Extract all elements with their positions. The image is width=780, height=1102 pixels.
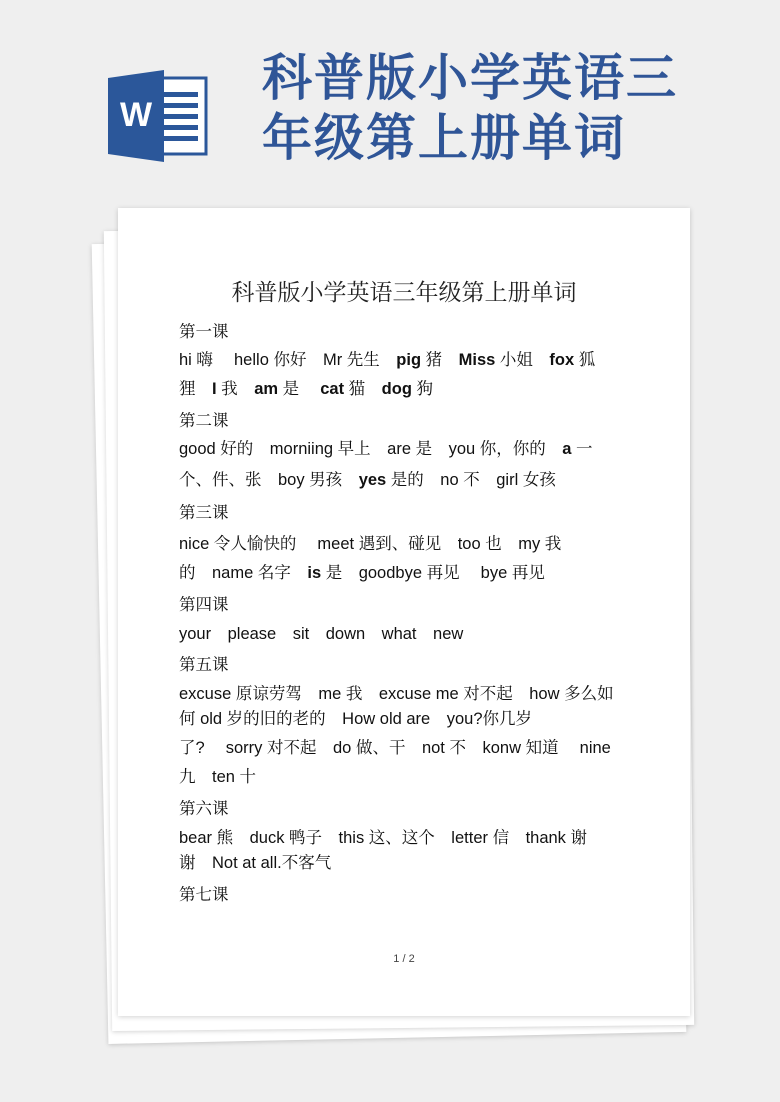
bold-word: dog (381, 380, 412, 398)
text-segment: 的 name 名字 (179, 564, 308, 582)
document-line (179, 734, 611, 758)
text-segment: good 好的 morniing 早上 are 是 you 你，你的 (179, 440, 563, 458)
text-segment: 第五课 (179, 656, 229, 674)
document-title: 科普版小学英语三年级第上册单词 (231, 280, 577, 306)
document-line (179, 375, 433, 399)
document-line (179, 705, 532, 729)
bold-word: is (307, 564, 322, 582)
document-line (179, 346, 595, 370)
document-line (179, 651, 229, 675)
text-segment: excuse 原谅劳驾 me 我 excuse me 对不起 how 多么如 (179, 685, 614, 703)
document-line (179, 824, 587, 848)
text-segment: 第二课 (179, 412, 229, 430)
bold-word: cat (320, 380, 345, 398)
bold-word: yes (358, 471, 387, 489)
bold-word: I (212, 380, 217, 398)
text-segment: 我 (216, 380, 255, 398)
document-line (179, 435, 593, 459)
document-line (179, 466, 556, 490)
document-line (179, 795, 229, 819)
document-line (179, 499, 229, 523)
text-segment: bear 熊 duck 鸭子 this 这、这个 letter 信 thank 谢 (179, 829, 588, 847)
text-segment: 狗 (411, 380, 434, 398)
text-segment: hi 嗨 hello 你好 Mr 先生 (179, 351, 397, 369)
text-segment: 个、件、张 boy 男孩 (179, 471, 359, 489)
text-segment: 一 (571, 440, 593, 458)
document-line (179, 559, 545, 583)
bold-word: a (562, 440, 572, 458)
text-segment: 第六课 (179, 800, 229, 818)
text-segment: 狐 (574, 351, 596, 369)
text-segment: 谢 Not at all.不客气 (179, 854, 332, 872)
bold-word: am (254, 380, 279, 398)
document-page (118, 208, 690, 1016)
document-line (179, 849, 331, 873)
bold-word: pig (396, 351, 422, 369)
text-segment: 第一课 (179, 323, 229, 341)
text-segment: 小姐 (495, 351, 550, 369)
bold-word: Miss (458, 351, 496, 369)
text-segment: nice 令人愉快的 meet 遇到、碰见 too 也 my 我 (179, 535, 562, 553)
word-icon-letter: W (119, 96, 153, 134)
document-line (179, 407, 229, 431)
text-segment: 第七课 (179, 886, 229, 904)
word-document-icon (108, 70, 208, 162)
text-segment: 何 old 岁的旧的老的 How old are you?你几岁 (179, 710, 533, 728)
text-segment: 第四课 (179, 596, 229, 614)
text-segment: 第三课 (179, 504, 229, 522)
document-line (179, 763, 256, 787)
document-line (179, 318, 229, 342)
banner-title-line2: 年级第上册单词 (262, 109, 626, 167)
document-line (179, 530, 561, 554)
banner-title (262, 48, 762, 168)
text-segment: 猪 (421, 351, 459, 369)
text-segment: 是 (278, 380, 321, 398)
bold-word: fox (549, 351, 575, 369)
document-line (179, 680, 614, 704)
page-number: 1 / 2 (393, 953, 415, 965)
document-line (179, 620, 463, 644)
document-line (179, 881, 229, 905)
text-segment: 九 ten 十 (179, 768, 257, 786)
banner-title-line1: 科普版小学英语三 (262, 49, 678, 107)
text-segment: 猫 (344, 380, 382, 398)
text-segment: 是 goodbye 再见 bye 再见 (321, 564, 545, 582)
text-segment: 狸 (179, 380, 212, 398)
document-line (179, 591, 229, 615)
text-segment: your please sit down what new (179, 625, 464, 643)
text-segment: 了? sorry 对不起 do 做、干 not 不 konw 知道 nine (179, 739, 611, 757)
text-segment: 是的 no 不 girl 女孩 (386, 471, 556, 489)
